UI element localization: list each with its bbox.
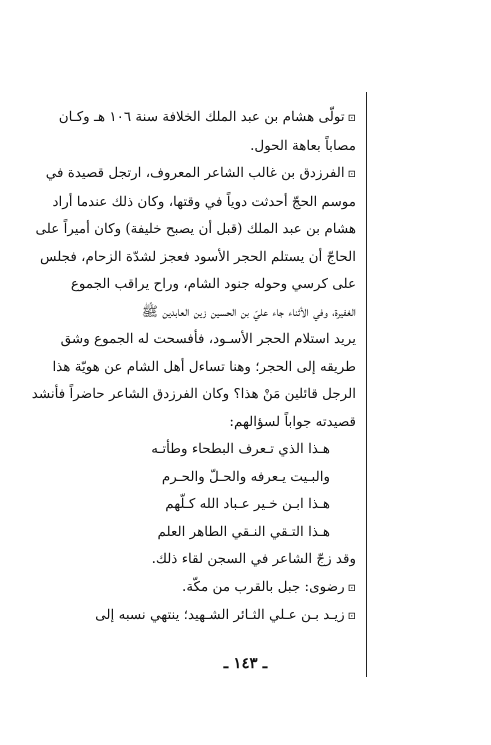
text-line: طريقه إلى الحجر؛ وهنا تساءل أهل الشام عن هويّة هذا <box>52 358 356 375</box>
text-line: الحاجّ أن يستلم الحجر الأسود فعجز لشدّة الزحام، فجلس <box>40 248 356 265</box>
text-line: مصاباً بعاهة الحول. <box>250 137 356 154</box>
verse-line: هـذا ابـن خـير عـباد الله كـلّهم <box>165 496 330 512</box>
text-line: موسم الحجّ أحدثت دوياً في وقتها، وكان ذلك عندما أراد <box>52 193 356 210</box>
note-marker-icon: ⊡ <box>347 113 356 124</box>
text-line: الرجل قائلين مَنْ هذا؟ وكان الفرزدق الشاعر حاضراً فأنشد <box>31 386 356 402</box>
text-line: ⊡تولّى هشام بن عبد الملك الخلافة سنة ١٠٦ هـ وكـان <box>58 109 356 125</box>
text-line: هشام بن عبد الملك (قبل أن يصبح خليفة) وكان أميراً على <box>35 221 356 237</box>
margin-rule <box>366 92 367 677</box>
note-radwa <box>98 574 356 603</box>
text-line: على كرسي وحوله جنود الشام، وراح يراقب الجموع <box>70 276 356 292</box>
text-line: ⊡زيـد بـن عـلي الثـائر الشـهيد؛ ينتهي نسبه إلى <box>95 607 356 623</box>
verse-line: هـذا الذي تـعرف البطحاء وطأتـه <box>151 441 330 457</box>
page-body <box>31 104 356 631</box>
text-line: الغفيرة، وفي الأثناء جاء عليّ بن الحسين زين العابدين ﷺ <box>141 303 356 320</box>
note-hisham <box>58 104 356 160</box>
note-zayd <box>95 602 356 631</box>
text-line: ⊡الفرزدق بن غالب الشاعر المعروف، ارتجل قصيدة في <box>45 165 356 181</box>
page-number: ـ ١٤٣ ـ <box>223 654 268 672</box>
note-marker-icon: ⊡ <box>347 169 356 180</box>
poem-verses <box>98 436 356 546</box>
text-line: يريد استلام الحجر الأسـود، فأفسحت له الجموع وشق <box>60 331 356 347</box>
note-marker-icon: ⊡ <box>347 582 356 594</box>
verse-line: هـذا التـقي النـقي الطاهر العلم <box>157 523 330 540</box>
note-farazdaq <box>31 160 356 436</box>
verse-line: والبـيت يـعرفه والحـلّ والحـرم <box>161 468 330 485</box>
text-line: قصيدته جواباً لسؤالهم: <box>229 413 356 430</box>
note-marker-icon: ⊡ <box>347 611 356 622</box>
text-line: ⊡رضوى: جبل بالقرب من مكّة. <box>182 578 356 595</box>
text-line: وقد زجّ الشاعر في السجن لقاء ذلك. <box>151 551 356 567</box>
